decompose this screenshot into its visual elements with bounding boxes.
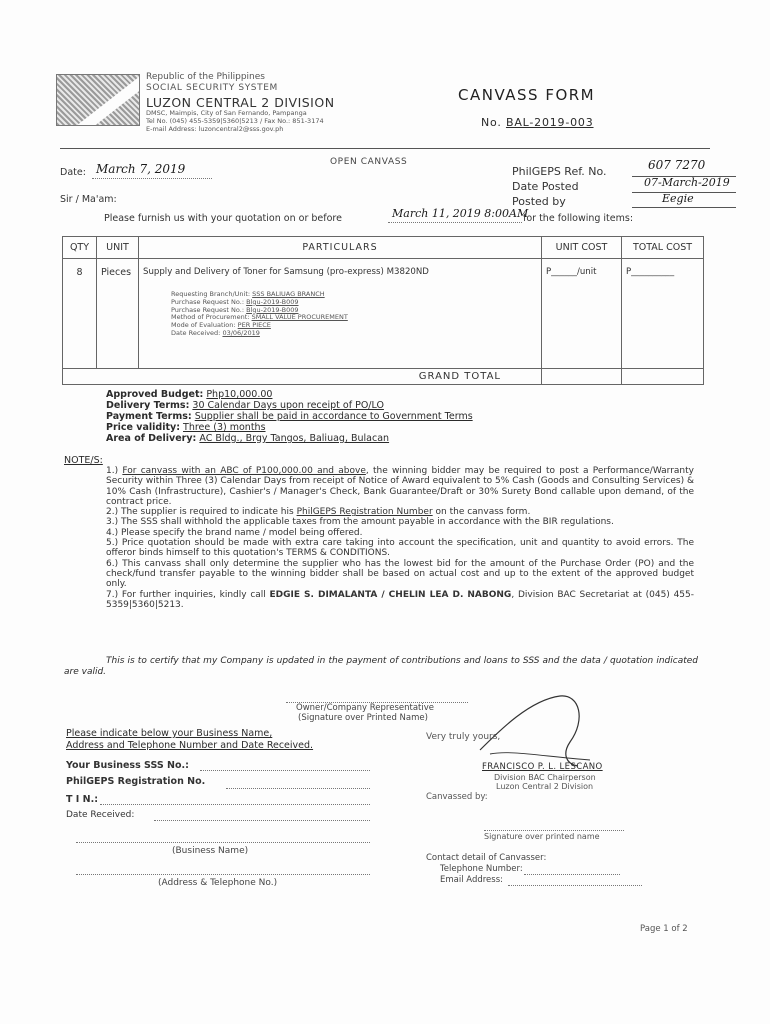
posted-by-line: [632, 207, 736, 208]
date-received-label: Date Received:: [66, 810, 135, 820]
note-3: 3.) The SSS shall withhold the applicable taxes from the amount payable in accordance with the BIR regulations.: [106, 517, 614, 528]
address-tel-label: (Address & Telephone No.): [158, 878, 278, 888]
date-received-line: [154, 820, 370, 821]
term-delivery: Delivery Terms: 30 Calendar Days upon receipt of PO/LO: [106, 400, 384, 411]
item-qty: 8: [63, 259, 97, 369]
tin-line: [100, 804, 370, 805]
col-unit: UNIT: [97, 237, 139, 259]
chair-division: Luzon Central 2 Division: [496, 782, 594, 791]
philgeps-no-line: [226, 788, 370, 789]
col-total-cost: TOTAL COST: [622, 237, 704, 259]
email-line: [508, 885, 642, 886]
page-number: Page 1 of 2: [640, 924, 688, 934]
tin-label: T I N.:: [66, 794, 98, 805]
item-total-cost: P__________: [622, 259, 704, 369]
sss-no-label: Your Business SSS No.:: [66, 760, 189, 771]
org-sss: SOCIAL SECURITY SYSTEM: [146, 83, 278, 93]
note-7: 7.) For further inquiries, kindly call EDGIE S. DIMALANTA / CHELIN LEA D. NABONG, Division BAC Secretariat at (045) 455-5359|5360|5213.: [106, 589, 694, 610]
date-label: Date:: [60, 167, 86, 178]
detail-row: Purchase Request No.: Blgu-2019-B009: [171, 297, 299, 306]
grand-total-label: GRAND TOTAL: [63, 369, 542, 385]
col-qty: QTY: [63, 237, 97, 259]
open-canvass: OPEN CANVASS: [330, 157, 408, 167]
term-area: Area of Delivery: AC Bldg., Brgy Tangos, Baliuag, Bulacan: [106, 433, 390, 444]
signature-scribble: [470, 690, 610, 772]
chair-name: FRANCISCO P. L. LESCANO: [482, 762, 603, 772]
date-underline: [92, 178, 212, 179]
business-name-line: [76, 842, 370, 843]
date-value: March 7, 2019: [96, 162, 186, 176]
item-particulars-cell: [139, 259, 542, 369]
deadline-underline: [388, 222, 522, 223]
note-2: 2.) The supplier is required to indicate his PhilGEPS Registration Number on the canvass form.: [106, 507, 531, 518]
sss-logo: [56, 74, 140, 126]
posted-by-label: Posted by: [512, 195, 566, 208]
items-header-row: [63, 237, 704, 259]
date-posted-label: Date Posted: [512, 180, 579, 193]
sig-over-name: Signature over printed name: [484, 832, 600, 841]
address-line: [76, 874, 370, 875]
telephone-line: [524, 874, 620, 875]
canvassed-by: Canvassed by:: [426, 792, 488, 802]
term-validity: Price validity: Three (3) months: [106, 422, 266, 433]
owner-sub: (Signature over Printed Name): [298, 713, 428, 723]
term-budget: Approved Budget: Php10,000.00: [106, 389, 273, 400]
terms-block: [106, 389, 473, 444]
request-after: for the following items:: [523, 213, 634, 224]
header-divider: [60, 148, 710, 149]
item-row: [63, 259, 704, 369]
very-truly-yours: Very truly yours,: [426, 732, 501, 742]
philgeps-ref-value: 607 7270: [648, 158, 706, 172]
form-no-value: BAL-2019-003: [505, 116, 594, 129]
notes-list: [106, 466, 694, 610]
notes-title: NOTE/S:: [64, 455, 103, 466]
sss-no-line: [200, 770, 370, 771]
grand-total-row: [63, 369, 704, 385]
request-before: Please furnish us with your quotation on or before: [104, 213, 342, 224]
address-line-2: Tel No. (045) 455-5359|5360|5213 / Fax No.: 851-3174: [146, 117, 324, 125]
form-no-label: No.: [481, 116, 502, 129]
grand-total-value: [622, 369, 704, 385]
note-4: 4.) Please specify the brand name / model being offered.: [106, 527, 363, 538]
request-deadline: March 11, 2019 8:00AM: [392, 207, 529, 220]
chair-title: Division BAC Chairperson: [494, 773, 596, 782]
item-particulars: Supply and Delivery of Toner for Samsung (pro-express) M3820ND: [143, 267, 429, 277]
detail-row: Date Received: 03/06/2019: [171, 328, 260, 337]
address-line-1: DMSC, Maimpis, City of San Fernando, Pampanga: [146, 109, 307, 117]
note-1: 1.) For canvass with an ABC of P100,000.00 and above, the winning bidder may be required to post a Performance/Warranty Security within Three (3) Calendar Days from receipt of Notice of Award equivalent to 5% Cash (Goods and Consulting Services) & 10% Cash (Infrastructure), Cashier's / Manager's Check, Bank Guarantee/Draft or 30% Surety Bond callable upon demand, of the contract price.: [106, 466, 694, 507]
detail-row: Method of Procurement: SMALL VALUE PROCUREMENT: [171, 313, 348, 322]
certification-text: This is to certify that my Company is updated in the payment of contributions and loans to SSS and the data / quotation indicated are valid.: [64, 656, 698, 677]
term-payment: Payment Terms: Supplier shall be paid in accordance to Government Terms: [106, 411, 473, 422]
please-indicate-2: Address and Telephone Number and Date Received.: [66, 740, 314, 751]
owner-label: Owner/Company Representative: [296, 703, 434, 713]
items-table: [62, 236, 704, 385]
canvasser-signature-line: [484, 830, 624, 831]
please-indicate-1: Please indicate below your Business Name,: [66, 728, 273, 739]
col-particulars: PARTICULARS: [139, 237, 542, 259]
form-title: CANVASS FORM: [458, 86, 596, 104]
contact-title: Contact detail of Canvasser:: [426, 853, 547, 863]
note-5: 5.) Price quotation should be made with extra care taking into account the specification, unit and quantity to avoid errors. The offeror binds himself to this quotation's TERMS & CONDITIONS.: [106, 538, 694, 559]
date-posted-value: 07-March-2019: [644, 176, 730, 189]
item-details: [171, 291, 537, 338]
item-unit: Pieces: [97, 259, 139, 369]
form-number: [481, 116, 594, 129]
email-label: Email Address:: [440, 875, 503, 885]
grand-total-unit-cost: [542, 369, 622, 385]
telephone-label: Telephone Number:: [440, 864, 523, 874]
note-6: 6.) This canvass shall only determine the supplier who has the lowest bid for the amount of the Purchase Order (PO) and the check/fund transfer payable to the winning bidder shall be based on actual cost and up to the extent of the approved budget only.: [106, 558, 694, 590]
division-name: LUZON CENTRAL 2 DIVISION: [146, 95, 335, 110]
philgeps-ref-label: PhilGEPS Ref. No.: [512, 165, 607, 178]
detail-row: Requesting Branch/Unit: SSS BALIUAG BRANCH: [171, 290, 325, 298]
philgeps-no-label: PhilGEPS Registration No.: [66, 776, 206, 787]
item-unit-cost: P______/unit: [542, 259, 622, 369]
address-line-3: E-mail Address: luzoncentral2@sss.gov.ph: [146, 125, 284, 133]
salutation: Sir / Ma'am:: [60, 194, 117, 205]
org-republic: Republic of the Philippines: [146, 72, 265, 82]
detail-row: Mode of Evaluation: PER PIECE: [171, 321, 271, 330]
col-unit-cost: UNIT COST: [542, 237, 622, 259]
business-name-label: (Business Name): [172, 846, 249, 856]
detail-row: Purchase Request No.: Blgu-2019-B009: [171, 305, 299, 314]
posted-by-value: Eegie: [662, 192, 694, 205]
